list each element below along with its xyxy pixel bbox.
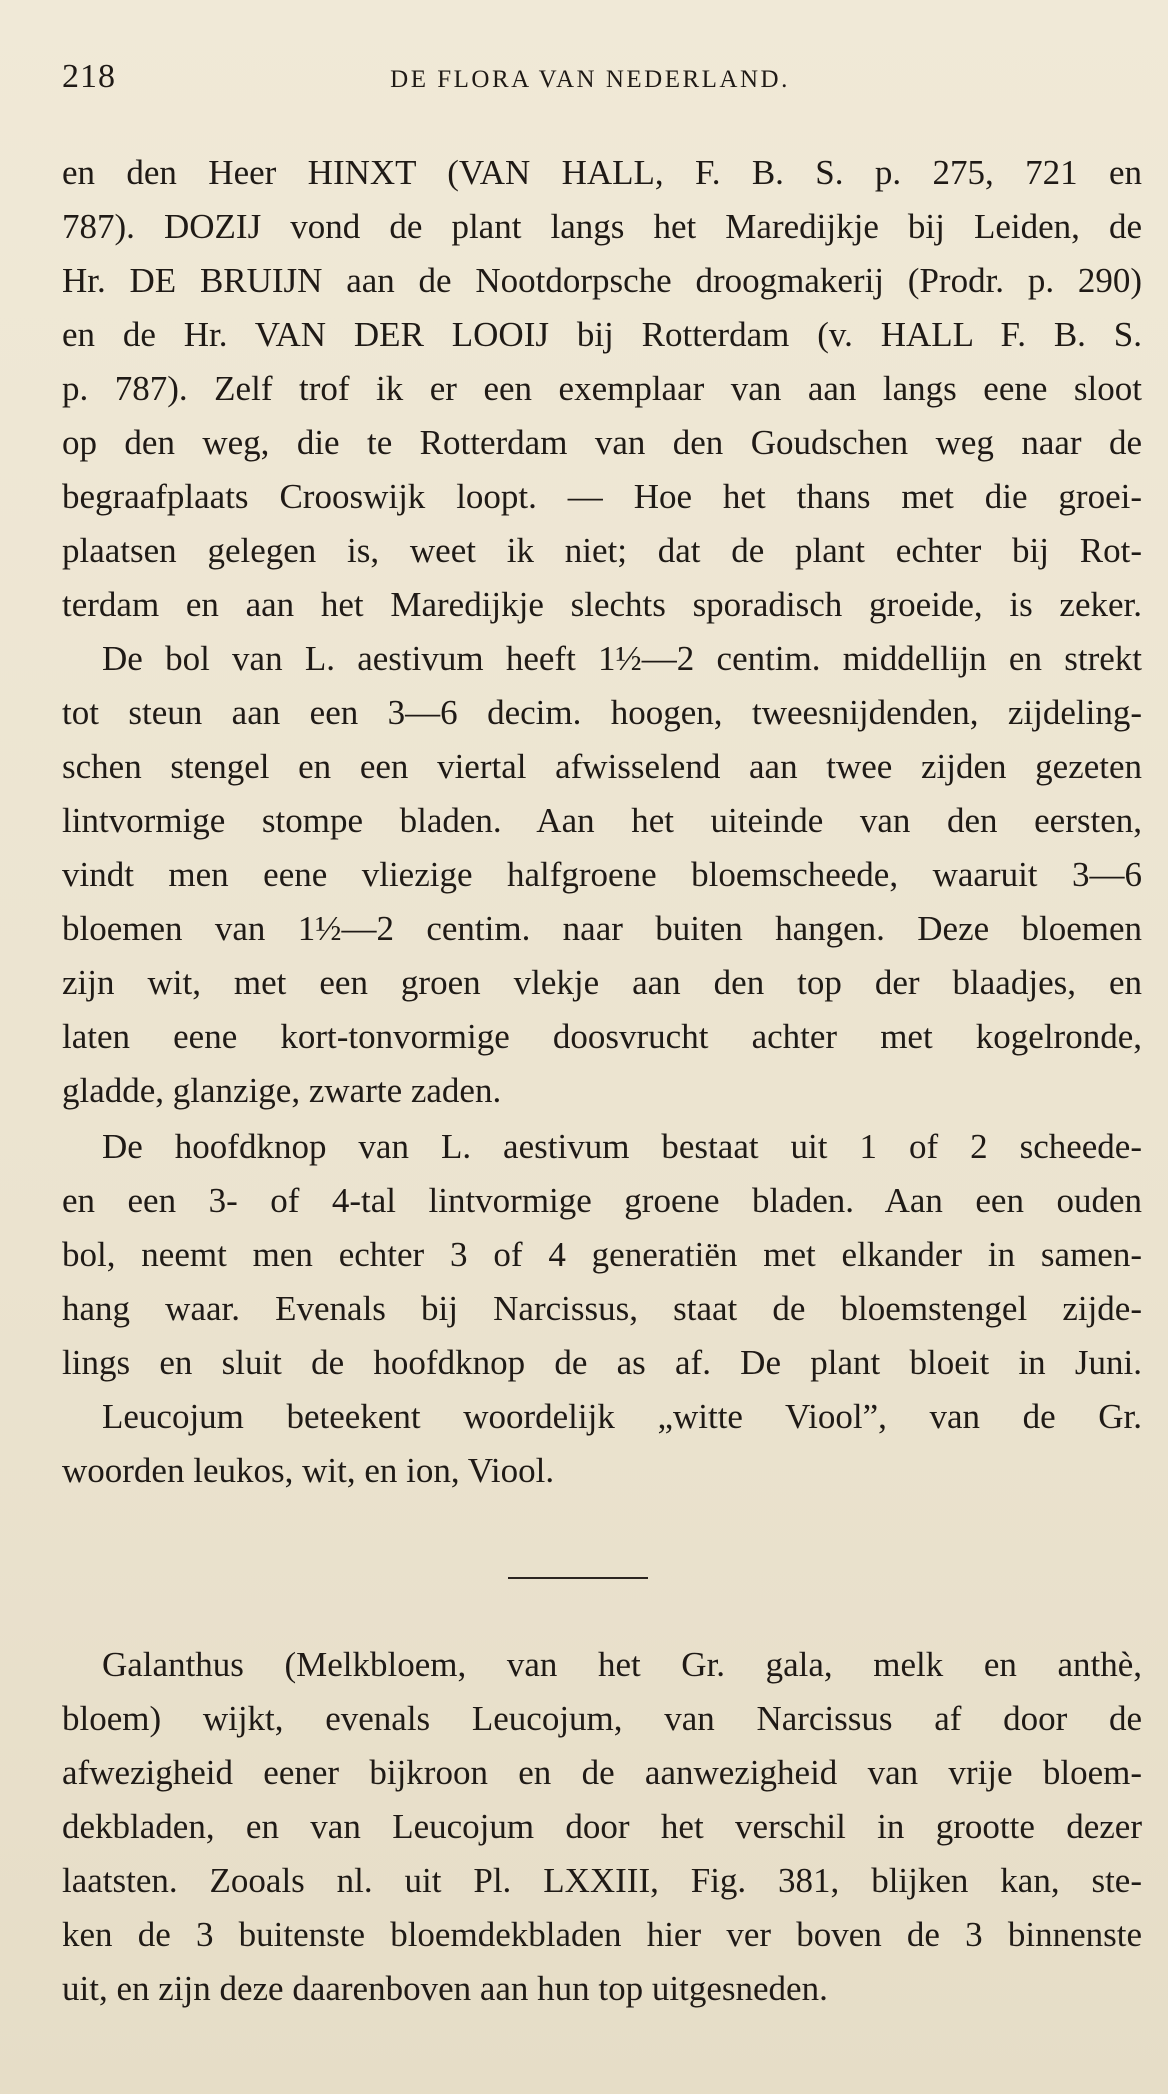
paragraph-etymology [62, 1390, 1142, 1498]
text-line: en de Hr. VAN DER LOOIJ bij Rotterdam (v. HALL F. B. S. [62, 315, 1142, 354]
text-line: en den Heer HINXT (VAN HALL, F. B. S. p. 275, 721 en [62, 153, 1142, 192]
text-line: woorden leukos, wit, en ion, Viool. [62, 1451, 555, 1490]
text-line: p. 787). Zelf trof ik er een exemplaar van aan langs eene sloot [62, 369, 1142, 408]
page-number: 218 [62, 58, 116, 95]
paragraph-localities [62, 146, 1142, 632]
paragraph-head-bud [62, 1120, 1142, 1390]
text-line: terdam en aan het Maredijkje slechts sporadisch groeide, is zeker. [62, 585, 1142, 624]
text-line: afwezigheid eener bijkroon en de aanwezigheid van vrije bloem- [62, 1753, 1142, 1792]
text-line: begraafplaats Crooswijk loopt. — Hoe het thans met die groei- [62, 477, 1142, 516]
text-line: hang waar. Evenals bij Narcissus, staat de bloemstengel zijde- [62, 1289, 1142, 1328]
paragraph-bulb-description [62, 632, 1142, 1118]
text-line: en een 3- of 4-tal lintvormige groene bladen. Aan een ouden [62, 1181, 1142, 1220]
text-line: laatsten. Zooals nl. uit Pl. LXXIII, Fig. 381, blijken kan, ste- [62, 1861, 1142, 1900]
text-line: vindt men eene vliezige halfgroene bloemscheede, waaruit 3—6 [62, 855, 1142, 894]
text-line: bloemen van 1½—2 centim. naar buiten hangen. Deze bloemen [62, 909, 1142, 948]
text-line: laten eene kort-tonvormige doosvrucht achter met kogelronde, [62, 1017, 1142, 1056]
text-line: zijn wit, met een groen vlekje aan den top der blaadjes, en [62, 963, 1142, 1002]
text-line: op den weg, die te Rotterdam van den Goudschen weg naar de [62, 423, 1142, 462]
text-line: uit, en zijn deze daarenboven aan hun top uitgesneden. [62, 1969, 828, 2008]
text-line: Hr. DE BRUIJN aan de Nootdorpsche droogmakerij (Prodr. p. 290) [62, 261, 1142, 300]
text-line: bloem) wijkt, evenals Leucojum, van Narcissus af door de [62, 1699, 1142, 1738]
text-line: dekbladen, en van Leucojum door het verschil in grootte dezer [62, 1807, 1142, 1846]
text-line: lings en sluit de hoofdknop de as af. De plant bloeit in Juni. [62, 1343, 1142, 1382]
text-line: De bol van L. aestivum heeft 1½—2 centim. middellijn en strekt [102, 639, 1142, 678]
section-divider [508, 1577, 648, 1579]
text-line: ken de 3 buitenste bloemdekbladen hier ver boven de 3 binnenste [62, 1915, 1142, 1954]
paragraph-galanthus [62, 1638, 1142, 2016]
text-line: 787). DOZIJ vond de plant langs het Maredijkje bij Leiden, de [62, 207, 1142, 246]
text-line: tot steun aan een 3—6 decim. hoogen, tweesnijdenden, zijdeling- [62, 693, 1142, 732]
page-header [62, 58, 1118, 98]
running-title: DE FLORA VAN NEDERLAND. [390, 66, 790, 93]
text-line: gladde, glanzige, zwarte zaden. [62, 1071, 502, 1110]
text-line: plaatsen gelegen is, weet ik niet; dat de plant echter bij Rot- [62, 531, 1142, 570]
text-line: lintvormige stompe bladen. Aan het uiteinde van den eersten, [62, 801, 1142, 840]
text-line: schen stengel en een viertal afwisselend aan twee zijden gezeten [62, 747, 1142, 786]
text-line: Leucojum beteekent woordelijk „witte Viool”, van de Gr. [102, 1397, 1142, 1436]
text-line: bol, neemt men echter 3 of 4 generatiën met elkander in samen- [62, 1235, 1142, 1274]
text-line: Galanthus (Melkbloem, van het Gr. gala, melk en anthè, [102, 1645, 1142, 1684]
text-line: De hoofdknop van L. aestivum bestaat uit 1 of 2 scheede- [102, 1127, 1142, 1166]
